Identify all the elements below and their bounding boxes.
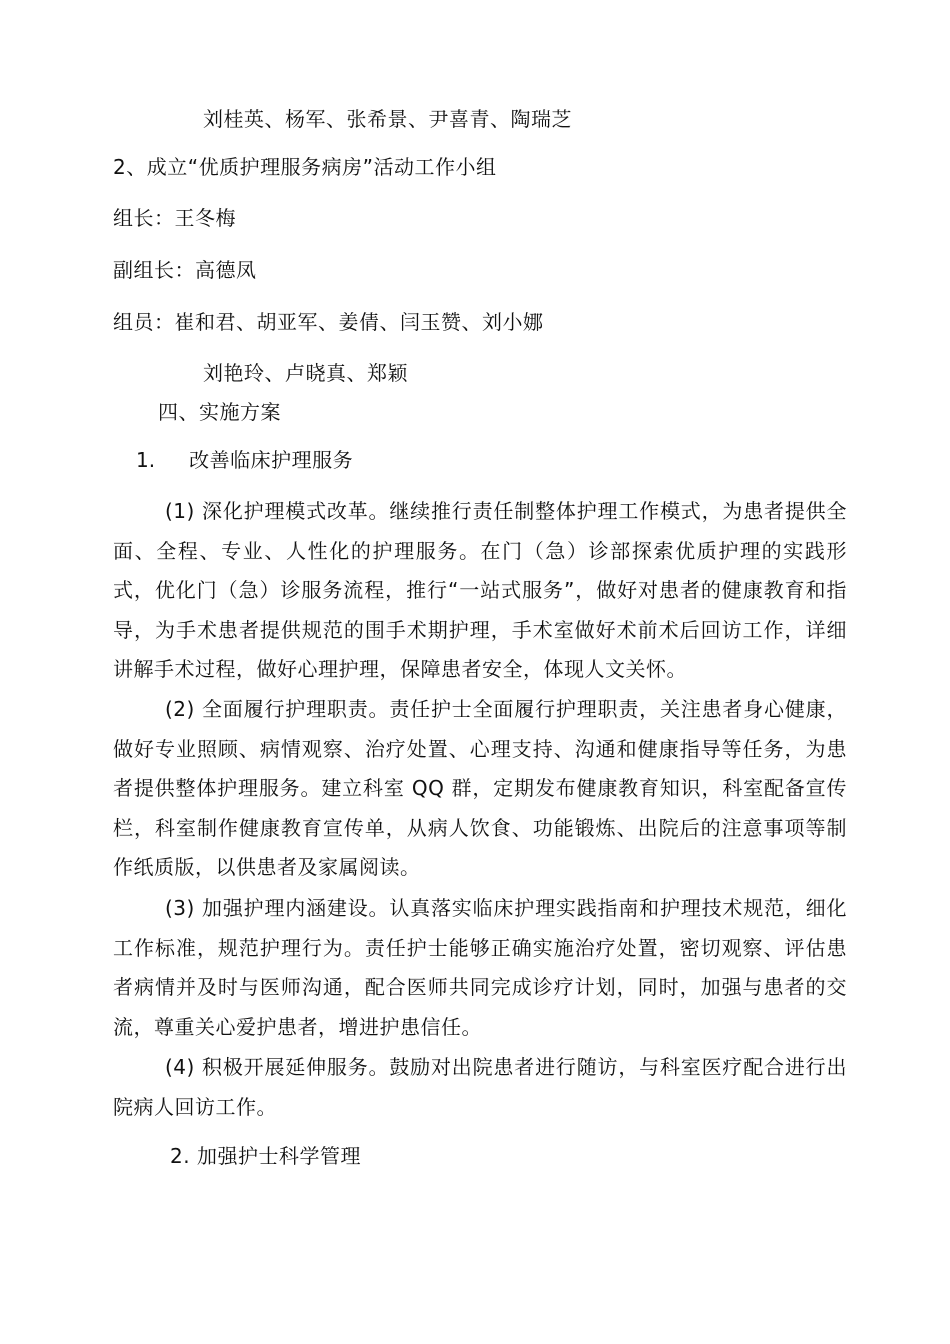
item-2-heading: 2. 加强护士科学管理 [170,1144,361,1168]
paragraph-1: (1) 深化护理模式改革。继续推行责任制整体护理工作模式，为患者提供全面、全程、专业、人性化的护理服务。在门（急）诊部探索优质护理的实践形式，优化门（急）诊服务流程，推行“一站式服务”，做好对患者的健康教育和指导，为手术患者提供规范的围手术期护理，手术室做好术前术后回访工作，详细讲解手术过程，做好心理护理，保障患者安全，体现人文关怀。 [113,499,847,681]
paragraph-4: (4) 积极开展延伸服务。鼓励对出院患者进行随访，与科室医疗配合进行出院病人回访工作。 [113,1055,847,1119]
members-continuation-1: 刘桂英、杨军、张希景、尹喜青、陶瑞芝 [203,107,572,131]
group-leader: 组长：王冬梅 [113,206,236,230]
section-2-heading: 2、成立“优质护理服务病房”活动工作小组 [113,155,497,179]
paragraph-2: (2) 全面履行护理职责。责任护士全面履行护理职责，关注患者身心健康，做好专业照顾、病情观察、治疗处置、心理支持、沟通和健康指导等任务，为患者提供整体护理服务。建立科室 QQ 群，定期发布健康教育知识，科室配备宣传栏，科室制作健康教育宣传单，从病人饮食、功能锻炼、出院后的注意事项等制作纸质版，以供患者及家属阅读。 [113,697,847,879]
group-members: 组员：崔和君、胡亚军、姜倩、闫玉赞、刘小娜 [113,310,544,334]
part-4-heading: 四、实施方案 [158,400,281,424]
item-1-heading [136,447,353,473]
deputy-group-leader: 副组长：高德凤 [113,258,257,282]
item-1-number: 1. [136,448,156,472]
members-continuation-2: 刘艳玲、卢晓真、郑颖 [203,361,408,385]
paragraph-3: (3) 加强护理内涵建设。认真落实临床护理实践指南和护理技术规范，细化工作标准，规范护理行为。责任护士能够正确实施治疗处置，密切观察、评估患者病情并及时与医师沟通，配合医师共同完成诊疗计划，同时，加强与患者的交流，尊重关心爱护患者，增进护患信任。 [113,896,847,1039]
item-1-title: 改善临床护理服务 [189,448,354,472]
